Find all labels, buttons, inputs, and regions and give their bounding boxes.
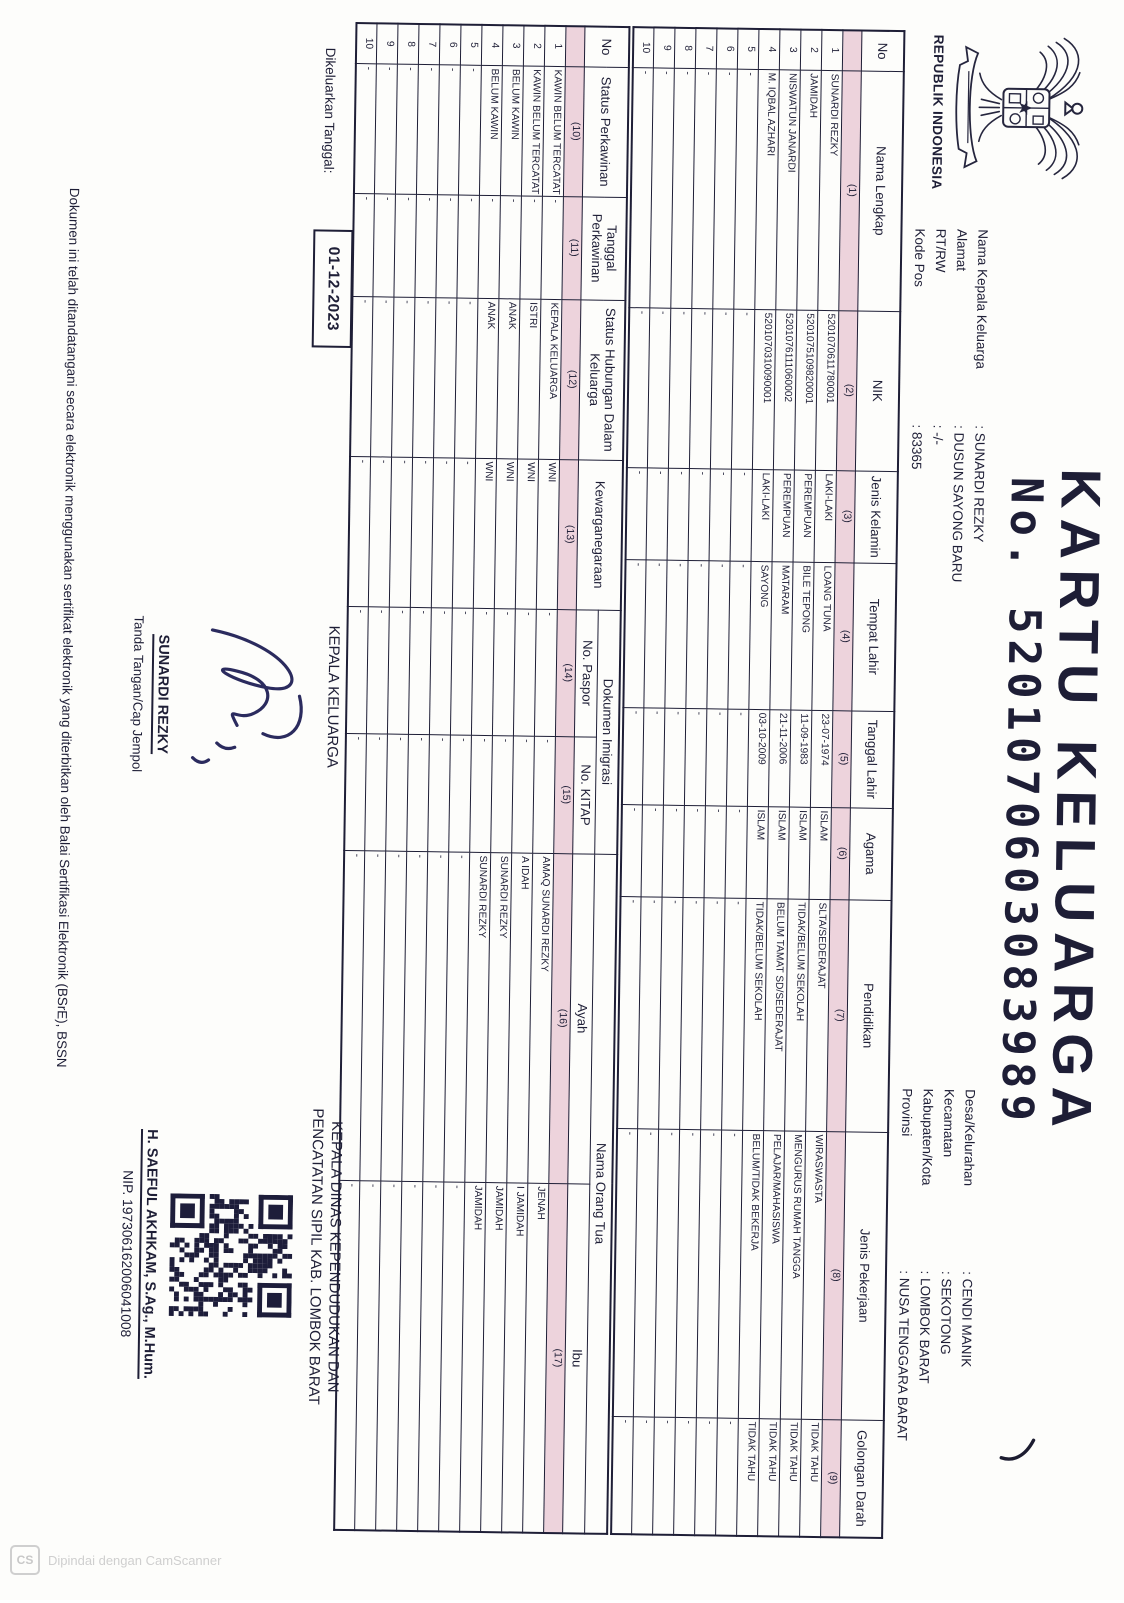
table-cell: - [722, 898, 746, 1130]
table-cell: SAYONG [749, 561, 772, 709]
table-cell: - [644, 559, 667, 707]
table-cell: - [659, 897, 683, 1129]
document-number: No. 5201070603083989 [991, 476, 1052, 1128]
kepala-keluarga-title: KEPALA KELUARGA [323, 625, 343, 769]
table-cell: - [423, 851, 449, 1181]
column-number-cell: (7) [827, 899, 849, 1131]
table-cell: - [706, 708, 728, 805]
column-header: Status Perkawinan [583, 66, 629, 197]
table-cell: SUNARDI REZKY [465, 852, 491, 1182]
table-cell: - [344, 733, 367, 850]
info-label: Desa/Kelurahan [961, 1089, 978, 1187]
table-cell: - [428, 734, 451, 851]
qr-code [168, 1193, 293, 1318]
table-cell: 4 [759, 29, 781, 69]
table-cell: BELUM KAWIN [480, 65, 503, 195]
info-value: : SEKOTONG [937, 1270, 955, 1355]
table-cell: - [402, 851, 428, 1181]
head-name: SUNARDI REZKY [151, 634, 172, 754]
sub-column-header: Ayah [568, 853, 595, 1183]
table-cell: - [671, 68, 696, 308]
table-cell: ISTRI [518, 298, 541, 458]
column-header: Jenis Kelamin [855, 470, 898, 563]
table-cell: - [692, 68, 717, 308]
table-cell: - [647, 467, 669, 559]
table-cell: - [695, 1417, 718, 1535]
table-cell: 5201070310090001 [753, 309, 776, 469]
table-cell: - [491, 735, 514, 852]
table-cell: - [514, 608, 537, 735]
table-cell: - [371, 296, 394, 456]
column-header: Tanggal Lahir [851, 710, 894, 808]
table-cell: 5201075109820001 [795, 310, 818, 470]
table-cell: - [731, 469, 753, 561]
office-title-line1: KEPALA DINAS KEPENDUDUKAN DAN [324, 1120, 346, 1393]
table-cell: 3 [780, 29, 802, 69]
column-number-cell: (8) [823, 1131, 846, 1419]
column-number-cell: (13) [558, 459, 579, 609]
camscanner-watermark [10, 1545, 221, 1575]
table-cell: - [632, 1416, 655, 1534]
table-cell: - [472, 608, 495, 735]
table-cell: - [418, 1181, 444, 1531]
table-cell: JENAH [523, 1183, 549, 1533]
table-cell: - [355, 1180, 381, 1530]
table-cell: ANAK [497, 298, 520, 458]
table-cell: - [689, 468, 711, 560]
column-number-cell: (4) [833, 562, 854, 710]
table-cell: - [676, 1129, 701, 1417]
table-cell: - [627, 307, 650, 467]
table-cell: - [449, 735, 472, 852]
table-cell: 5201070611780001 [816, 310, 839, 470]
table-cell: - [381, 851, 407, 1181]
table-cell: - [650, 67, 675, 307]
table-cell: BELUM/TIDAK BEKERJA [739, 1130, 764, 1418]
table-cell: - [643, 707, 665, 804]
table-cell: BELUM TAMAT SD/SEDERAJAT [764, 898, 788, 1130]
column-number-cell [843, 30, 863, 70]
table-cell: JAMIDAH [481, 1182, 507, 1532]
table-cell: 23-07-1974 [811, 710, 833, 807]
table-cell: - [444, 851, 470, 1181]
table-cell: - [360, 850, 386, 1180]
group-header: Nama Orang Tua [585, 854, 617, 1534]
table-cell: WIRASWASTA [802, 1131, 827, 1419]
table-cell: TIDAK TAHU [737, 1418, 760, 1536]
document-title: KARTU KELUARGA [1040, 467, 1113, 1138]
table-cell: - [409, 607, 432, 734]
table-cell: - [617, 896, 641, 1128]
table-cell: 1 [822, 30, 844, 70]
table-cell: - [535, 609, 558, 736]
table-cell: NISWATUN JANARDI [776, 69, 801, 309]
group-header: Dokumen Imigrasi [595, 610, 621, 854]
table-cell: 9 [377, 23, 399, 63]
column-number-cell: (6) [831, 807, 851, 899]
info-label: Alamat [953, 228, 970, 272]
table-cell: LAKI-LAKI [815, 470, 837, 562]
table-cell: A IDAH [507, 852, 533, 1182]
disclaimer-text: Dokumen ini telah ditandatangani secara elektronik menggunakan sertifikat elektronik yang diterbitkan oleh Balai Sertifikasi Elektronik (BSrE), BSSN [53, 187, 83, 1068]
column-number-cell: (12) [560, 299, 581, 459]
table-cell: - [455, 298, 478, 458]
table-cell: WNI [495, 458, 518, 608]
table-cell: TIDAK TAHU [800, 1419, 823, 1537]
table-cell: - [541, 196, 564, 299]
table-cell: 10 [356, 23, 378, 63]
column-number-cell: (3) [836, 470, 856, 562]
info-label: Kode Pos [911, 228, 928, 288]
table-cell: - [629, 67, 654, 307]
table-cell: 6 [440, 24, 462, 64]
table-cell: - [727, 709, 749, 806]
table-cell: - [710, 468, 732, 560]
table-cell: 8 [398, 24, 420, 64]
table-cell: - [732, 309, 755, 469]
table-cell: - [668, 468, 690, 560]
table-cell: - [459, 65, 482, 195]
table-cell: - [451, 608, 474, 735]
table-cell: - [669, 308, 692, 468]
table-cell: - [346, 606, 369, 733]
table-cell: JAMIDAH [460, 1182, 486, 1532]
table-cell: TIDAK/BELUM SEKOLAH [743, 898, 767, 1130]
column-header: Golongan Darah [840, 1419, 884, 1538]
table-cell: - [417, 64, 440, 194]
camscanner-icon: CS [10, 1545, 40, 1575]
table-cell: - [453, 458, 476, 608]
village-info-block [892, 1088, 981, 1442]
table-cell: - [339, 850, 365, 1180]
column-header: NIK [856, 310, 900, 471]
table-cell: - [411, 457, 434, 607]
table-cell: ISLAM [810, 807, 832, 899]
column-header: Kewarganegaraan [577, 459, 623, 610]
table-cell: - [434, 297, 457, 457]
table-cell: - [655, 1129, 680, 1417]
info-value: : CENDI MANIK [958, 1271, 976, 1368]
table-cell: - [396, 64, 419, 194]
column-header: Tanggal Perkawinan [581, 196, 627, 300]
column-header: No [585, 26, 630, 67]
table-cell: - [439, 1181, 465, 1531]
table-cell: - [711, 308, 734, 468]
table-cell: - [493, 608, 516, 735]
table-cell: - [386, 734, 409, 851]
column-number-cell: (10) [564, 66, 585, 196]
table-cell: - [432, 457, 455, 607]
table-cell: - [685, 708, 707, 805]
table-cell: - [686, 560, 709, 708]
table-cell: BELUM KAWIN [501, 65, 524, 195]
table-cell: 03-10-2009 [748, 709, 770, 806]
table-cell: LOANG TUNA [812, 562, 835, 710]
table-cell: 5 [461, 25, 483, 65]
sub-column-header: No. KITAP [573, 736, 597, 853]
republik-indonesia-label: REPUBLIK INDONESIA [929, 34, 947, 190]
table-cell: 11-09-1983 [790, 710, 812, 807]
table-cell: - [728, 561, 751, 709]
table-cell: MENGURUS RUMAH TANGGA [781, 1131, 806, 1419]
table-cell: KAWIN BELUM TERCATAT [543, 66, 566, 196]
info-value: : DUSUN SAYONG BARU [949, 424, 967, 583]
column-number-cell: (14) [556, 609, 577, 736]
table-cell: - [499, 195, 522, 298]
table-cell: TIDAK TAHU [758, 1418, 781, 1536]
table-cell: TIDAK TAHU [779, 1418, 802, 1536]
table-cell: - [638, 896, 662, 1128]
signature-caption: Tanda Tangan/Cap Jempol [129, 615, 147, 773]
table-cell: - [354, 63, 377, 193]
sub-column-header: No. Paspor [575, 609, 599, 736]
table-cell: - [407, 734, 430, 851]
table-cell: 7 [696, 28, 718, 68]
info-value: : LOMBOK BARAT [916, 1270, 934, 1384]
column-header: Jenis Pekerjaan [842, 1131, 888, 1420]
table-cell: 21-11-2006 [769, 709, 791, 806]
table-cell: - [626, 467, 648, 559]
family-members-table [610, 26, 905, 1539]
table-cell: AMAQ SUNARDI REZKY [528, 853, 554, 1183]
table-cell: - [726, 806, 748, 898]
table-cell: PEREMPUAN [773, 469, 795, 561]
table-cell: KEPALA KELUARGA [539, 299, 562, 459]
table-cell: ISLAM [768, 806, 790, 898]
table-cell: - [648, 307, 671, 467]
family-head-info-block [904, 228, 993, 582]
column-number-cell: (5) [832, 710, 852, 807]
office-title-line2: PENCATATAN SIPIL KAB. LOMBOK BARAT [304, 1108, 327, 1405]
table-cell: 8 [675, 28, 697, 68]
column-number-cell: (2) [837, 310, 858, 470]
table-cell: - [430, 607, 453, 734]
table-cell: BILE TEPONG [791, 562, 814, 710]
info-value: : 83365 [908, 424, 925, 470]
table-cell: 7 [419, 24, 441, 64]
table-cell: KAWIN BELUM TERCATAT [522, 66, 545, 196]
table-cell: - [415, 194, 438, 297]
sub-column-header: Ibu [563, 1183, 590, 1533]
table-cell: I JAMIDAH [502, 1182, 528, 1532]
column-number-cell: (11) [562, 196, 583, 299]
table-cell: - [705, 805, 727, 897]
table-cell: MATARAM [770, 561, 793, 709]
table-cell: - [701, 897, 725, 1129]
table-cell: - [438, 64, 461, 194]
table-cell: - [680, 897, 704, 1129]
table-cell: SUNARDI REZKY [486, 852, 512, 1182]
table-cell: - [707, 560, 730, 708]
table-cell: - [470, 735, 493, 852]
table-cell: M. IQBAL AZHARI [755, 69, 780, 309]
table-cell: - [697, 1129, 722, 1417]
table-cell: - [394, 194, 417, 297]
info-label: Kecamatan [940, 1088, 957, 1158]
table-cell: - [653, 1417, 676, 1535]
info-label: Kabupaten/Kota [919, 1088, 936, 1186]
table-cell: SUNARDI REZKY [818, 70, 843, 310]
table-cell: - [622, 707, 644, 804]
table-cell: - [413, 297, 436, 457]
issued-date-box: 01-12-2023 [312, 229, 354, 348]
civil-office-block [116, 1061, 347, 1450]
column-header: Status Hubungan Dalam Keluarga [579, 299, 625, 460]
table-cell: - [367, 606, 390, 733]
table-cell: 2 [524, 26, 546, 66]
column-number-cell: (17) [544, 1183, 568, 1533]
table-cell: - [716, 1418, 739, 1536]
column-number-cell [566, 26, 586, 66]
table-cell: TIDAK/BELUM SEKOLAH [785, 899, 809, 1131]
table-cell: 6 [717, 28, 739, 68]
table-cell: - [623, 559, 646, 707]
column-number-cell: (9) [821, 1419, 842, 1537]
relationship-table [333, 22, 630, 1535]
table-cell: - [642, 804, 664, 896]
table-cell: - [533, 736, 556, 853]
table-cell: - [388, 607, 411, 734]
table-cell: 2 [801, 30, 823, 70]
camscanner-text: Dipindai dengan CamScanner [48, 1552, 222, 1568]
table-cell: - [350, 296, 373, 456]
table-cell: - [397, 1181, 423, 1531]
table-cell: - [611, 1416, 634, 1534]
table-cell: 5 [738, 29, 760, 69]
table-cell: - [613, 1128, 638, 1416]
info-label: RT/RW [932, 228, 949, 273]
table-cell: - [369, 456, 392, 606]
head-signature-block [128, 519, 345, 872]
column-number-cell: (15) [554, 736, 575, 853]
table-cell: 1 [545, 26, 567, 66]
table-cell: ANAK [476, 298, 499, 458]
table-cell: LAKI-LAKI [752, 469, 774, 561]
table-cell: - [718, 1130, 743, 1418]
table-cell: - [478, 195, 501, 298]
table-cell: - [373, 193, 396, 296]
table-cell: 4 [482, 25, 504, 65]
pen-mark [988, 1432, 1044, 1473]
info-value: : NUSA TENGGARA BARAT [894, 1270, 913, 1441]
issued-date-label: Dikeluarkan Tanggal: [321, 47, 339, 174]
column-header: Pendidikan [846, 899, 891, 1132]
table-cell: WNI [537, 459, 560, 609]
signature-scribble [169, 519, 326, 871]
table-cell: ISLAM [789, 807, 811, 899]
table-cell: 5201076111060002 [774, 309, 797, 469]
table-cell: WNI [474, 458, 497, 608]
info-label: Provinsi [899, 1088, 915, 1137]
table-cell: 10 [633, 27, 655, 67]
table-cell: - [690, 308, 713, 468]
table-cell: - [512, 735, 535, 852]
table-cell: - [375, 63, 398, 193]
table-cell: WNI [516, 458, 539, 608]
table-cell: - [665, 560, 688, 708]
column-header: Nama Lengkap [858, 71, 904, 312]
table-cell: - [663, 805, 685, 897]
table-cell: - [365, 733, 388, 850]
table-cell: - [436, 194, 459, 297]
table-cell: - [713, 68, 738, 308]
info-value: : -/- [930, 424, 946, 446]
column-number-cell: (1) [839, 70, 862, 310]
table-cell: 3 [503, 25, 525, 65]
info-value: : SUNARDI REZKY [970, 425, 988, 543]
table-cell: - [634, 1128, 659, 1416]
official-name: H. SAEFUL AKHKAM, S.Ag., M.Hum. [137, 1129, 160, 1379]
table-cell: - [392, 297, 415, 457]
table-cell: - [734, 69, 759, 309]
table-cell: - [390, 457, 413, 607]
table-cell: - [457, 195, 480, 298]
column-header: Tempat Lahir [852, 562, 896, 711]
table-cell: - [674, 1417, 697, 1535]
table-cell: - [348, 456, 371, 606]
table-cell: JAMIDAH [797, 70, 822, 310]
table-cell: - [621, 804, 643, 896]
official-nip: NIP. 197306162006041008 [117, 1170, 136, 1338]
table-cell: - [334, 1180, 360, 1530]
table-cell: ISLAM [747, 806, 769, 898]
table-cell: SLTA/SEDERAJAT [806, 899, 830, 1131]
column-number-cell: (16) [549, 853, 573, 1183]
table-cell: - [664, 708, 686, 805]
column-header: Agama [850, 807, 893, 900]
table-cell: - [376, 1181, 402, 1531]
table-cell: - [684, 805, 706, 897]
table-cell: - [352, 193, 375, 296]
column-header: No [862, 31, 905, 72]
table-cell: 9 [654, 27, 676, 67]
info-label: Nama Kepala Keluarga [973, 229, 991, 370]
table-cell: PELAJAR/MAHASISWA [760, 1130, 785, 1418]
table-cell: PEREMPUAN [794, 470, 816, 562]
table-cell: - [520, 195, 543, 298]
